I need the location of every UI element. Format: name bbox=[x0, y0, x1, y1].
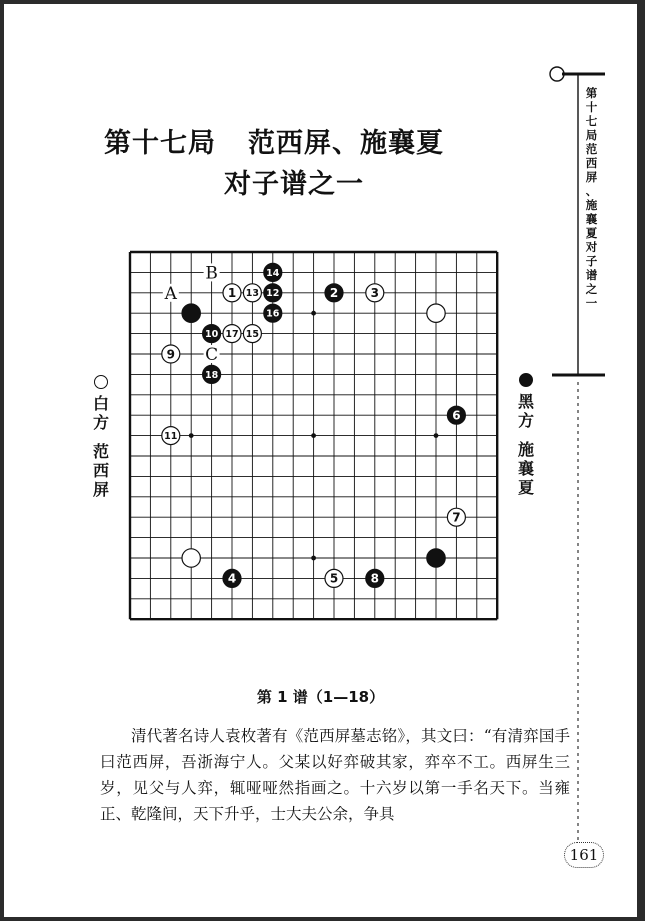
marker-b: B bbox=[205, 263, 218, 284]
running-head-char: 西 bbox=[585, 156, 598, 170]
running-head-char: 之 bbox=[585, 282, 598, 296]
running-head-char: 局 bbox=[585, 128, 598, 142]
white-name-char: 西 bbox=[92, 461, 109, 480]
white-player-label bbox=[86, 374, 116, 499]
white-side-label bbox=[86, 394, 116, 432]
move-number: 3 bbox=[370, 286, 379, 301]
running-head-char: 、 bbox=[585, 184, 598, 198]
marker-c: C bbox=[205, 345, 219, 365]
running-head-char: 对 bbox=[585, 240, 598, 254]
move-number: 6 bbox=[452, 408, 461, 423]
move-number: 8 bbox=[370, 571, 379, 586]
black-side-char: 方 bbox=[517, 411, 534, 430]
black-name-char: 襄 bbox=[517, 459, 534, 478]
white-player-name bbox=[86, 442, 116, 499]
move-number: 7 bbox=[452, 510, 461, 525]
body-text bbox=[100, 723, 570, 827]
move-number: 5 bbox=[329, 571, 339, 586]
running-head-char: 十 bbox=[585, 100, 598, 114]
black-name-char: 夏 bbox=[517, 478, 534, 497]
running-head-char: 一 bbox=[585, 296, 598, 310]
black-name-char: 施 bbox=[517, 440, 534, 459]
black-stone-icon bbox=[519, 373, 533, 387]
white-stone bbox=[427, 304, 445, 322]
move-number: 12 bbox=[266, 288, 280, 300]
move-number: 10 bbox=[204, 329, 219, 341]
black-side-label bbox=[511, 392, 541, 430]
black-player-label bbox=[511, 372, 541, 497]
move-number: 1 bbox=[227, 286, 237, 301]
white-name-char: 范 bbox=[92, 442, 109, 461]
running-head-char: 夏 bbox=[585, 226, 598, 240]
move-number: 11 bbox=[164, 431, 178, 443]
white-side-char: 白 bbox=[92, 394, 109, 413]
move-number: 2 bbox=[329, 286, 339, 301]
game-number: 第十七局 bbox=[104, 128, 216, 159]
move-number: 17 bbox=[225, 329, 239, 341]
running-head-char: 第 bbox=[585, 86, 598, 100]
white-name-char: 屏 bbox=[92, 480, 109, 499]
star-point bbox=[311, 311, 316, 316]
running-head-char: 襄 bbox=[585, 212, 598, 226]
running-head bbox=[578, 86, 605, 310]
white-stone-icon bbox=[94, 375, 108, 389]
black-stone bbox=[427, 549, 445, 567]
star-point bbox=[311, 556, 316, 561]
move-number: 9 bbox=[166, 347, 175, 362]
players-title: 范西屏、施襄夏 bbox=[248, 128, 444, 159]
running-head-char: 施 bbox=[585, 198, 598, 212]
move-number: 15 bbox=[245, 329, 260, 341]
move-number: 13 bbox=[245, 288, 260, 300]
chapter-subtitle: 对子谱之一 bbox=[224, 169, 364, 200]
running-head-char: 七 bbox=[585, 114, 598, 128]
marker-a: A bbox=[164, 283, 177, 304]
running-head-char: 范 bbox=[585, 142, 598, 156]
move-number: 14 bbox=[266, 267, 280, 279]
book-page bbox=[4, 4, 637, 917]
black-side-char: 黑 bbox=[517, 392, 534, 411]
black-stone bbox=[182, 304, 200, 322]
white-side-char: 方 bbox=[92, 413, 109, 432]
star-point bbox=[434, 433, 439, 438]
move-number: 16 bbox=[266, 308, 280, 320]
running-head-bar bbox=[578, 70, 605, 380]
running-head-char: 屏 bbox=[585, 170, 598, 184]
star-point bbox=[311, 433, 316, 438]
diagram-caption: 第 1 谱（1—18） bbox=[256, 688, 385, 706]
running-head-char: 子 bbox=[585, 254, 598, 268]
white-stone bbox=[182, 549, 200, 567]
move-number: 18 bbox=[204, 369, 219, 381]
star-point bbox=[189, 433, 194, 438]
body-paragraph: 清代著名诗人袁枚著有《范西屏墓志铭》，其文曰：“有清弈国手曰范西屏，吾浙海宁人。父某以好弈破其家，弈卒不工。西屏生三岁，见父与人弈，辄哑哑然指画之。十六岁以第一手名天下。当雍正、乾隆间，天下升乎，士大夫公余，争具 bbox=[100, 727, 570, 823]
move-number: 4 bbox=[227, 571, 237, 586]
black-player-name bbox=[511, 440, 541, 497]
page-number: 161 bbox=[564, 842, 604, 868]
running-head-char: 谱 bbox=[585, 268, 598, 282]
